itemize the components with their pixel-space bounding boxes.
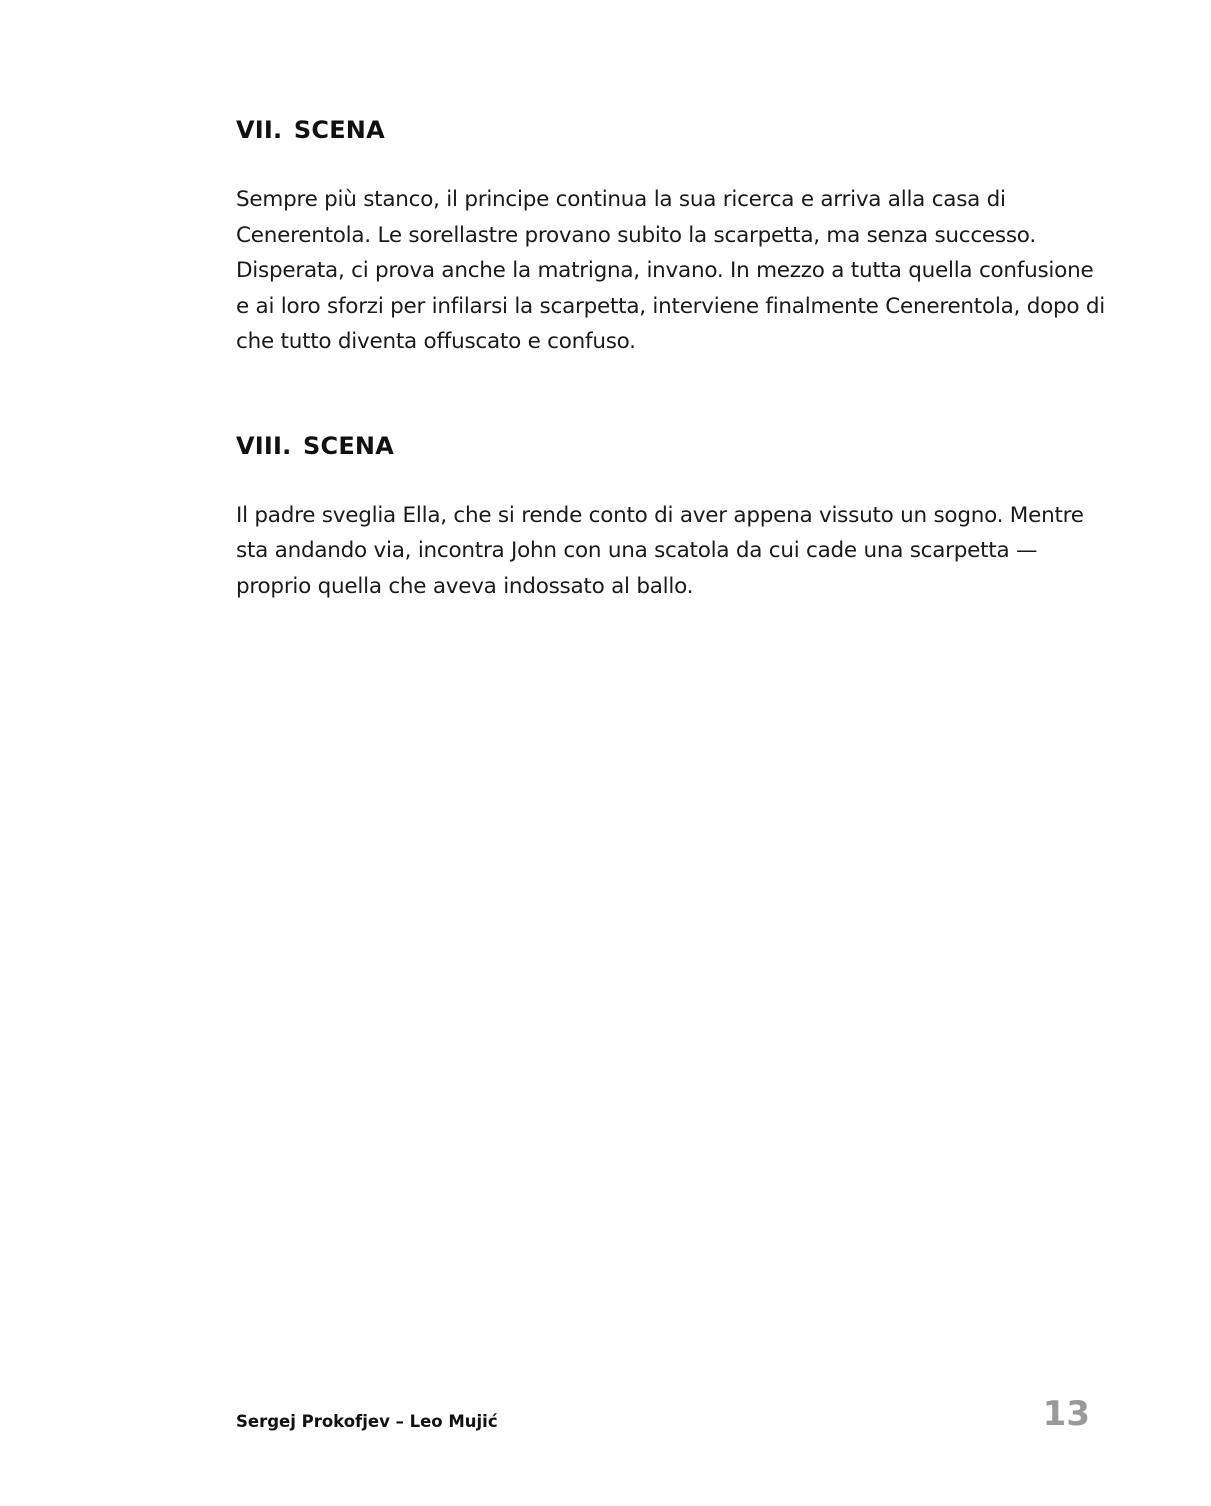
section-heading-scene-7: VII. SCENA <box>236 116 385 144</box>
section-body-scene-7: Sempre più stanco, il principe continua la sua ricerca e arriva alla casa di Cenerentola. Le sorellastre provano subito la scarpetta, ma senza successo. Disperata, ci prova anche la matrigna, invano. In mezzo a tutta quella confusione e ai loro sforzi per infilarsi la scarpetta, interviene finalmente Cenerentola, dopo di che tutto diventa offuscato e confuso. <box>236 187 1106 354</box>
page-content <box>236 112 1106 604</box>
section-heading-scene-8: VIII. SCENA <box>236 431 394 460</box>
footer-credit: Sergej Prokofjev – Leo Mujić <box>236 1412 498 1431</box>
page-number: 13 <box>1042 1394 1090 1434</box>
section-body-scene-8: Il padre sveglia Ella, che si rende conto di aver appena vissuto un sogno. Mentre sta andando via, incontra John con una scatola da cui cade una scarpetta — proprio quella che aveva indossato al ballo. <box>236 502 1084 599</box>
